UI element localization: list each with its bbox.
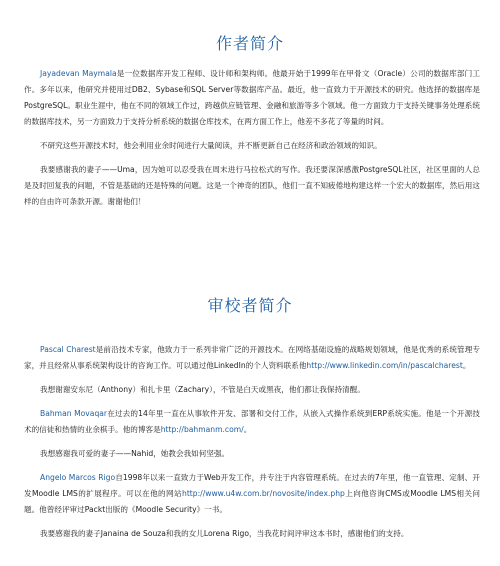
- reviewer-paragraph-5: [24, 470, 480, 518]
- author-paragraph-1: [24, 66, 480, 130]
- blog-link[interactable]: http://bahmanm.com/: [160, 425, 244, 434]
- author-bio-text: 是一位数据库开发工程师、设计师和架构师。他最开始于1999年在甲骨文（Oracle）公司的数据库部门工作。多年以来，他研究并使用过DB2、Sybase和SQL Server等数据库产品。最近，他一直致力于开源技术的研究。他选择的数据库是PostgreSQL。职业生涯中，他在不同的领域工作过，跨越供应链管理、金融和旅游等多个领域。他一方面致力于支持关键事务处理系统的数据库技术，另一方面致力于支持分析系统的数据仓库技术，在两方面工作上，他差不多花了等量的时间。: [24, 69, 480, 126]
- reviewer-paragraph-2: 我想谢谢安东尼（Anthony）和扎卡里（Zachary），不管是白天或黑夜，他们都让我保持清醒。: [40, 385, 365, 394]
- website-link[interactable]: http://www.u4w.com.br/novosite/index.php: [182, 489, 345, 498]
- reviewer-name-bahman: Bahman Movaqar: [40, 409, 108, 418]
- author-section: [24, 66, 480, 218]
- reviewer-paragraph-1: [24, 342, 480, 374]
- reviewer-bio-angelo-2: 上向他咨询CMS或Moodle LMS相关问题。他曾经评审过Packt出版的《Moodle Security》一书。: [24, 489, 480, 514]
- reviewer-name-angelo: Angelo Marcos Rigo: [40, 473, 116, 482]
- author-paragraph-2: 不研究这些开源技术时，他会利用业余时间进行大量阅读，并不断更新自己在经济和政治领域的知识。: [40, 141, 382, 150]
- reviewer-paragraph-6: 我要感谢我的妻子Janaina de Souza和我的女儿Lorena Rigo，当我花时间评审这本书时，感谢他们的支持。: [40, 529, 409, 538]
- author-section-title: 作者简介: [215, 34, 284, 53]
- reviewer-paragraph-4: 我想感谢我可爱的妻子——Nahid，她教会我如何坚强。: [40, 449, 230, 458]
- reviewer-section-title: 审校者简介: [207, 296, 293, 315]
- reviewer-section: [24, 342, 480, 550]
- reviewer-bio-bahman-end: 。: [243, 425, 252, 434]
- reviewer-bio-bahman: 在过去的14年里一直在从事软件开发、部署和交付工作，从嵌入式操作系统到ERP系统实施。他是一个开源技术的信徒和热情的业余棋手。他的博客是: [24, 409, 480, 434]
- author-paragraph-3: 我要感谢我的妻子——Uma，因为她可以忍受我在周末进行马拉松式的写作。我还要深深感激PostgreSQL社区，社区里面的人总是及时回复我的问题，不管是基础的还是特殊的问题。这是一个神奇的团队，他们一直不知疲倦地构建这样一个宏大的数据库，然后用这样的自由许可条款开源。谢谢他们！: [24, 165, 480, 206]
- linkedin-link[interactable]: http://www.linkedin.com/in/pascalcharest: [306, 361, 463, 370]
- author-name: Jayadevan Maymala: [40, 69, 117, 78]
- reviewer-bio-angelo: 自1998年以来一直致力于Web开发工作，并专注于内容管理系统。在过去的7年里，他一直管理、定制、开发Moodle LMS的扩展程序。可以在他的网站: [24, 473, 480, 498]
- reviewer-name-pascal: Pascal Charest: [40, 345, 96, 354]
- reviewer-bio-pascal: 是前沿技术专家，他致力于一系列非常广泛的开源技术。在网络基础设施的战略规划领域，他是优秀的系统管理专家，并且经常从事系统架构设计的咨询工作。可以通过他LinkedIn的个人资料联系他: [24, 345, 480, 370]
- reviewer-bio-pascal-end: 。: [462, 361, 471, 370]
- reviewer-paragraph-3: [24, 406, 480, 438]
